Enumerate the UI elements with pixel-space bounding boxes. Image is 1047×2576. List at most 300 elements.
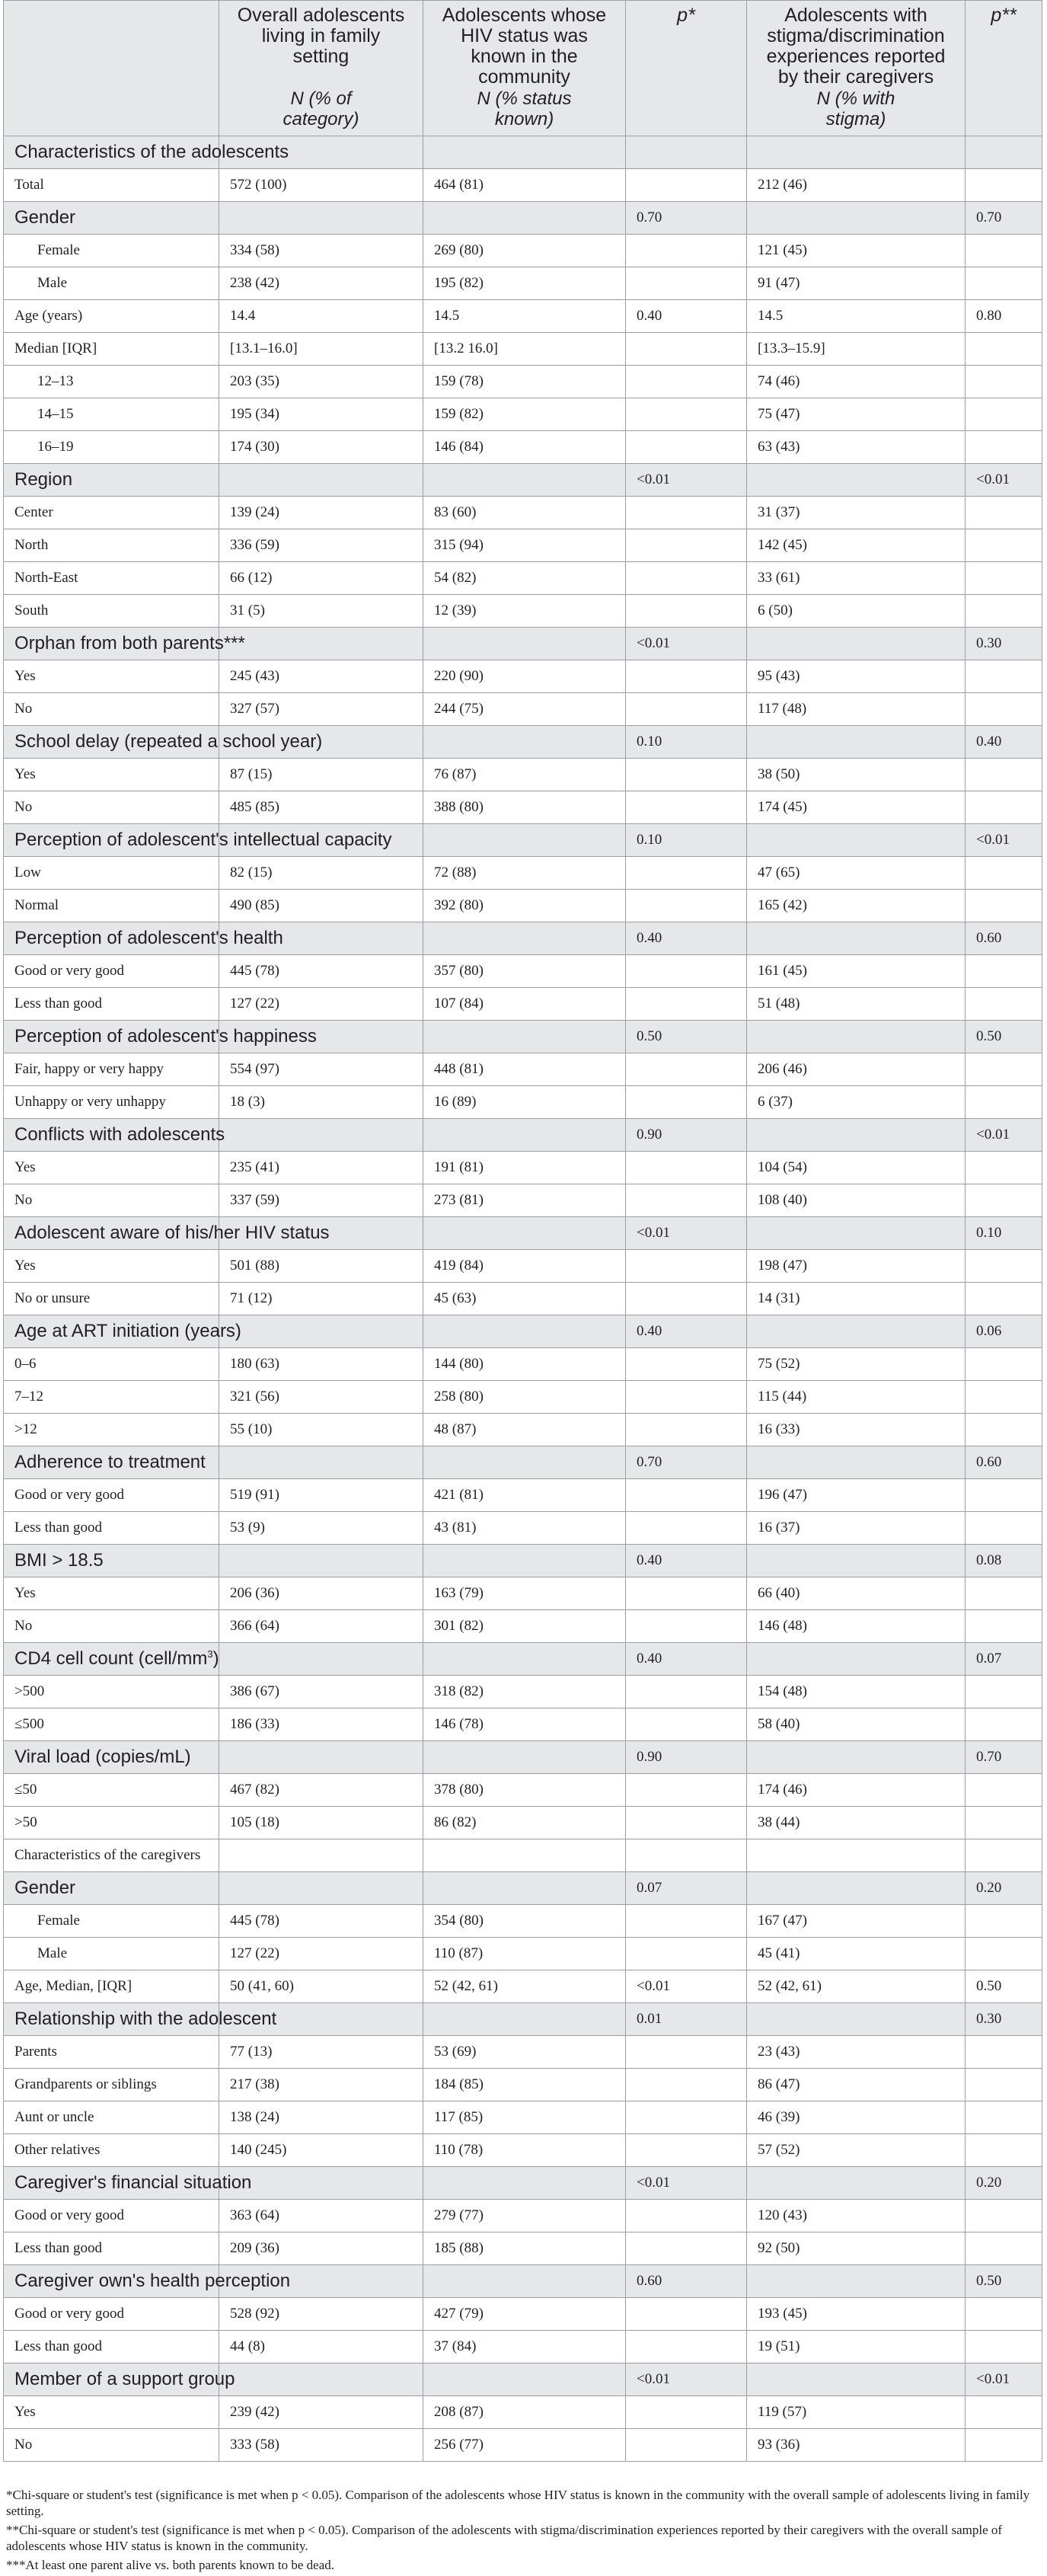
- cell-status-known: 54 (82): [423, 562, 626, 595]
- cell-overall: 53 (9): [219, 1512, 423, 1545]
- cell-overall: [219, 1839, 423, 1872]
- cell-stigma: 31 (37): [747, 497, 966, 529]
- cell-p1: 0.50: [626, 1021, 747, 1053]
- cell-stigma: [747, 1021, 966, 1053]
- row-label: Male: [4, 267, 219, 300]
- cell-p2: [966, 136, 1042, 169]
- table-body: [4, 136, 1042, 2462]
- cell-stigma: 52 (42, 61): [747, 1970, 966, 2003]
- cell-status-known: [423, 1741, 626, 1774]
- cell-stigma: 104 (54): [747, 1152, 966, 1184]
- cell-p1: 0.60: [626, 2265, 747, 2298]
- cell-status-known: 45 (63): [423, 1283, 626, 1315]
- cell-overall: 209 (36): [219, 2232, 423, 2265]
- cell-overall: 217 (38): [219, 2069, 423, 2101]
- footnote-1: *Chi-square or student's test (significance is met when p < 0.05). Comparison of the adolescents whose HIV status is known in the community with the overall sample of adolescents living in family setting.: [6, 2488, 1030, 2518]
- cell-p2: 0.20: [966, 1872, 1042, 1905]
- table-row: [4, 169, 1042, 202]
- section-row: [4, 1545, 1042, 1577]
- section-row: [4, 1315, 1042, 1348]
- cell-p2: [966, 1152, 1042, 1184]
- cell-p1: [626, 890, 747, 922]
- cell-status-known: 12 (39): [423, 595, 626, 628]
- cell-p1: [626, 1512, 747, 1545]
- cell-p2: [966, 1250, 1042, 1283]
- cell-overall: 336 (59): [219, 529, 423, 562]
- cell-p1: [626, 1250, 747, 1283]
- cell-p2: [966, 1774, 1042, 1807]
- table-row: [4, 791, 1042, 824]
- table-row: [4, 1708, 1042, 1741]
- cell-stigma: 196 (47): [747, 1479, 966, 1512]
- cell-p2: 0.30: [966, 628, 1042, 660]
- table-row: [4, 1905, 1042, 1938]
- section-row: [4, 2363, 1042, 2396]
- cell-status-known: 427 (79): [423, 2298, 626, 2331]
- cell-p1: [626, 1283, 747, 1315]
- row-label: 16–19: [4, 431, 219, 464]
- cell-stigma: [13.3–15.9]: [747, 333, 966, 366]
- table-row: [4, 955, 1042, 988]
- cell-p2: [966, 169, 1042, 202]
- cell-p2: [966, 2069, 1042, 2101]
- cell-overall: 140 (245): [219, 2134, 423, 2167]
- section-row: [4, 464, 1042, 497]
- cell-status-known: 256 (77): [423, 2429, 626, 2462]
- cell-overall: 485 (85): [219, 791, 423, 824]
- cell-status-known: 421 (81): [423, 1479, 626, 1512]
- header-col-status-known: Adolescents whose HIV status was known in the community N (% status known): [423, 1, 626, 136]
- row-label: Characteristics of the adolescents: [4, 136, 219, 169]
- row-label: Total: [4, 169, 219, 202]
- cell-p1: [626, 2069, 747, 2101]
- row-label: Orphan from both parents***: [4, 628, 219, 660]
- cell-p1: 0.01: [626, 2003, 747, 2036]
- cell-overall: [219, 1872, 423, 1905]
- cell-p1: [626, 693, 747, 726]
- cell-overall: 321 (56): [219, 1381, 423, 1414]
- cell-p1: [626, 431, 747, 464]
- cell-p2: [966, 2429, 1042, 2462]
- row-label: Age (years): [4, 300, 219, 333]
- cell-p2: [966, 1807, 1042, 1839]
- cell-overall: [219, 1741, 423, 1774]
- row-label: Grandparents or siblings: [4, 2069, 219, 2101]
- cell-p1: [626, 1152, 747, 1184]
- cell-stigma: 45 (41): [747, 1938, 966, 1970]
- cell-p1: [626, 988, 747, 1021]
- cell-status-known: [423, 2363, 626, 2396]
- cell-overall: [219, 1315, 423, 1348]
- table-row: [4, 1053, 1042, 1086]
- section-row: [4, 2003, 1042, 2036]
- table-row: [4, 300, 1042, 333]
- cell-stigma: [747, 1446, 966, 1479]
- cell-p1: [626, 1938, 747, 1970]
- cell-p1: [626, 1479, 747, 1512]
- section-row: [4, 1643, 1042, 1676]
- table-row: [4, 398, 1042, 431]
- cell-status-known: 53 (69): [423, 2036, 626, 2069]
- cell-p1: [626, 1577, 747, 1610]
- cell-status-known: 48 (87): [423, 1414, 626, 1446]
- cell-p2: [966, 955, 1042, 988]
- cell-p2: [966, 1839, 1042, 1872]
- cell-p2: [966, 759, 1042, 791]
- cell-status-known: 419 (84): [423, 1250, 626, 1283]
- cell-p1: [626, 1708, 747, 1741]
- cell-stigma: 33 (61): [747, 562, 966, 595]
- cell-p1: [626, 2396, 747, 2429]
- cell-p1: [626, 529, 747, 562]
- cell-status-known: 72 (88): [423, 857, 626, 890]
- row-label: Low: [4, 857, 219, 890]
- cell-stigma: 161 (45): [747, 955, 966, 988]
- cell-overall: 235 (41): [219, 1152, 423, 1184]
- cell-status-known: 195 (82): [423, 267, 626, 300]
- cell-stigma: [747, 726, 966, 759]
- cell-p1: [626, 1053, 747, 1086]
- cell-overall: [219, 1446, 423, 1479]
- row-label: CD4 cell count $(cell/mm^3)$: [4, 1643, 219, 1676]
- header-col-overall-unit: N (% of category): [282, 88, 359, 129]
- cell-status-known: [423, 922, 626, 955]
- cell-p1: [626, 2232, 747, 2265]
- cell-p1: [626, 1676, 747, 1708]
- header-col-overall: Overall adolescents living in family setting N (% of category): [219, 1, 423, 136]
- cell-stigma: 120 (43): [747, 2200, 966, 2232]
- cell-overall: 366 (64): [219, 1610, 423, 1643]
- cell-stigma: 146 (48): [747, 1610, 966, 1643]
- table-row: [4, 660, 1042, 693]
- cell-stigma: 115 (44): [747, 1381, 966, 1414]
- cell-stigma: 14 (31): [747, 1283, 966, 1315]
- cell-p2: [966, 1512, 1042, 1545]
- table-row: [4, 2298, 1042, 2331]
- cell-p1: [626, 398, 747, 431]
- header-row: [4, 1, 1042, 136]
- cell-p1: 0.07: [626, 1872, 747, 1905]
- table-row: [4, 2134, 1042, 2167]
- cell-p2: [966, 1381, 1042, 1414]
- cell-status-known: 86 (82): [423, 1807, 626, 1839]
- cell-stigma: 167 (47): [747, 1905, 966, 1938]
- row-label: Yes: [4, 1152, 219, 1184]
- cell-p1: [626, 333, 747, 366]
- header-col-label: [4, 1, 219, 136]
- row-label: Less than good: [4, 988, 219, 1021]
- cell-stigma: [747, 1217, 966, 1250]
- table-row: [4, 1512, 1042, 1545]
- row-label: Male: [4, 1938, 219, 1970]
- row-label: No: [4, 1610, 219, 1643]
- row-label: Good or very good: [4, 2298, 219, 2331]
- cell-p1: 0.90: [626, 1119, 747, 1152]
- table-row: [4, 2232, 1042, 2265]
- row-label: School delay (repeated a school year): [4, 726, 219, 759]
- row-label: Good or very good: [4, 1479, 219, 1512]
- cell-stigma: 51 (48): [747, 988, 966, 1021]
- row-label: Yes: [4, 759, 219, 791]
- cell-overall: [219, 1643, 423, 1676]
- cell-p2: 0.60: [966, 922, 1042, 955]
- cell-p1: 0.70: [626, 1446, 747, 1479]
- table-row: [4, 759, 1042, 791]
- cell-status-known: 378 (80): [423, 1774, 626, 1807]
- cell-p2: [966, 1348, 1042, 1381]
- cell-p1: <0.01: [626, 2167, 747, 2200]
- cell-p2: 0.30: [966, 2003, 1042, 2036]
- table-row: [4, 988, 1042, 1021]
- cell-p1: [626, 955, 747, 988]
- cell-status-known: 83 (60): [423, 497, 626, 529]
- cell-status-known: 107 (84): [423, 988, 626, 1021]
- section-row: [4, 136, 1042, 169]
- cell-status-known: 191 (81): [423, 1152, 626, 1184]
- table-container: [3, 0, 1042, 2462]
- row-label: Relationship with the adolescent: [4, 2003, 219, 2036]
- row-label: Yes: [4, 2396, 219, 2429]
- cell-status-known: [423, 202, 626, 235]
- cell-status-known: [423, 464, 626, 497]
- cell-p2: [966, 2396, 1042, 2429]
- cell-status-known: [423, 1545, 626, 1577]
- cell-p2: [966, 988, 1042, 1021]
- header-col-p2: p**: [966, 1, 1042, 136]
- section-row: [4, 628, 1042, 660]
- cell-stigma: 92 (50): [747, 2232, 966, 2265]
- cell-stigma: [747, 464, 966, 497]
- cell-overall: [13.1–16.0]: [219, 333, 423, 366]
- cell-p2: 0.07: [966, 1643, 1042, 1676]
- cell-p1: [626, 1610, 747, 1643]
- cell-overall: [219, 464, 423, 497]
- cell-overall: [219, 1119, 423, 1152]
- cell-p1: [626, 136, 747, 169]
- table-row: [4, 1184, 1042, 1217]
- table-row: [4, 1610, 1042, 1643]
- row-label: North: [4, 529, 219, 562]
- row-label: No: [4, 693, 219, 726]
- section-row: [4, 1872, 1042, 1905]
- cell-stigma: 6 (50): [747, 595, 966, 628]
- cell-p1: [626, 1184, 747, 1217]
- cell-p1: [626, 791, 747, 824]
- cell-status-known: 37 (84): [423, 2331, 626, 2363]
- cell-status-known: [423, 136, 626, 169]
- cell-overall: [219, 1545, 423, 1577]
- table-row: [4, 595, 1042, 628]
- cell-p2: [966, 497, 1042, 529]
- row-label: ≤500: [4, 1708, 219, 1741]
- cell-overall: 467 (82): [219, 1774, 423, 1807]
- cell-status-known: [423, 1021, 626, 1053]
- table-row: [4, 366, 1042, 398]
- row-label: Conflicts with adolescents: [4, 1119, 219, 1152]
- table-row: [4, 1283, 1042, 1315]
- cell-p1: <0.01: [626, 628, 747, 660]
- cell-stigma: [747, 2265, 966, 2298]
- cell-overall: 245 (43): [219, 660, 423, 693]
- cell-status-known: [423, 2265, 626, 2298]
- cell-overall: 554 (97): [219, 1053, 423, 1086]
- cell-overall: [219, 202, 423, 235]
- cell-stigma: 23 (43): [747, 2036, 966, 2069]
- section-row: [4, 1839, 1042, 1872]
- cell-overall: 31 (5): [219, 595, 423, 628]
- cell-p2: <0.01: [966, 824, 1042, 857]
- section-row: [4, 2167, 1042, 2200]
- header-col-p1: p*: [626, 1, 747, 136]
- cell-stigma: [747, 1545, 966, 1577]
- cell-overall: 44 (8): [219, 2331, 423, 2363]
- table-row: [4, 2069, 1042, 2101]
- row-label: Yes: [4, 1250, 219, 1283]
- cell-status-known: 208 (87): [423, 2396, 626, 2429]
- cell-overall: 66 (12): [219, 562, 423, 595]
- cell-stigma: [747, 1839, 966, 1872]
- cell-p2: [966, 529, 1042, 562]
- row-label: No: [4, 791, 219, 824]
- cell-p2: <0.01: [966, 1119, 1042, 1152]
- cell-p1: [626, 1807, 747, 1839]
- cell-overall: 572 (100): [219, 169, 423, 202]
- cell-stigma: 95 (43): [747, 660, 966, 693]
- cell-p2: 0.20: [966, 2167, 1042, 2200]
- cell-status-known: 315 (94): [423, 529, 626, 562]
- row-label: BMI > 18.5: [4, 1545, 219, 1577]
- cell-p2: 0.40: [966, 726, 1042, 759]
- cell-p1: 0.10: [626, 726, 747, 759]
- cell-stigma: [747, 824, 966, 857]
- cell-overall: 337 (59): [219, 1184, 423, 1217]
- cell-p1: [626, 1905, 747, 1938]
- row-label: 12–13: [4, 366, 219, 398]
- cell-stigma: [747, 1119, 966, 1152]
- cell-p2: [966, 1938, 1042, 1970]
- row-label: Aunt or uncle: [4, 2101, 219, 2134]
- row-label: Less than good: [4, 2331, 219, 2363]
- cell-stigma: 75 (52): [747, 1348, 966, 1381]
- cell-stigma: [747, 2003, 966, 2036]
- cell-overall: 206 (36): [219, 1577, 423, 1610]
- cell-p2: [966, 562, 1042, 595]
- cell-stigma: 58 (40): [747, 1708, 966, 1741]
- table-row: [4, 1938, 1042, 1970]
- row-label: No: [4, 2429, 219, 2462]
- cell-p2: [966, 791, 1042, 824]
- cell-p1: [626, 267, 747, 300]
- section-row: [4, 1119, 1042, 1152]
- cell-overall: 363 (64): [219, 2200, 423, 2232]
- row-label: North-East: [4, 562, 219, 595]
- cell-p1: [626, 2429, 747, 2462]
- table-row: [4, 1807, 1042, 1839]
- cell-p2: [966, 2101, 1042, 2134]
- table-row: [4, 1250, 1042, 1283]
- row-label: Other relatives: [4, 2134, 219, 2167]
- cell-stigma: 75 (47): [747, 398, 966, 431]
- table-row: [4, 2396, 1042, 2429]
- cell-status-known: 392 (80): [423, 890, 626, 922]
- footnotes: [6, 2487, 1038, 2576]
- cell-p2: [966, 890, 1042, 922]
- row-label: Caregiver's financial situation: [4, 2167, 219, 2200]
- cell-status-known: 146 (84): [423, 431, 626, 464]
- cell-status-known: [423, 824, 626, 857]
- cell-stigma: 47 (65): [747, 857, 966, 890]
- cell-p1: [626, 1381, 747, 1414]
- row-label: Age at ART initiation (years): [4, 1315, 219, 1348]
- cell-stigma: [747, 136, 966, 169]
- cell-p2: [966, 1610, 1042, 1643]
- cell-overall: 386 (67): [219, 1676, 423, 1708]
- row-label: Unhappy or very unhappy: [4, 1086, 219, 1119]
- cell-status-known: 448 (81): [423, 1053, 626, 1086]
- cell-p1: [626, 2101, 747, 2134]
- cell-p2: [966, 857, 1042, 890]
- row-label: Less than good: [4, 2232, 219, 2265]
- cell-stigma: 117 (48): [747, 693, 966, 726]
- row-label: No: [4, 1184, 219, 1217]
- row-label: Characteristics of the caregivers: [4, 1839, 219, 1872]
- cell-stigma: 63 (43): [747, 431, 966, 464]
- cell-p1: [626, 1348, 747, 1381]
- cell-status-known: 244 (75): [423, 693, 626, 726]
- cell-overall: 239 (42): [219, 2396, 423, 2429]
- cell-stigma: 57 (52): [747, 2134, 966, 2167]
- cell-p1: <0.01: [626, 1217, 747, 1250]
- section-row: [4, 922, 1042, 955]
- table-row: [4, 2331, 1042, 2363]
- cell-stigma: [747, 1643, 966, 1676]
- row-label: Good or very good: [4, 2200, 219, 2232]
- cell-overall: 203 (35): [219, 366, 423, 398]
- cell-p1: [626, 857, 747, 890]
- cell-overall: 490 (85): [219, 890, 423, 922]
- table-row: [4, 1577, 1042, 1610]
- cell-p2: [966, 431, 1042, 464]
- table-row: [4, 497, 1042, 529]
- cell-status-known: 301 (82): [423, 1610, 626, 1643]
- cell-stigma: 74 (46): [747, 366, 966, 398]
- cell-stigma: 198 (47): [747, 1250, 966, 1283]
- header-col-stigma: Adolescents with stigma/discrimination experiences reported by their caregivers N (% with stigma): [747, 1, 966, 136]
- header-col-stigma-unit: N (% with stigma): [816, 88, 895, 129]
- cell-p1: [626, 235, 747, 267]
- table-row: [4, 1414, 1042, 1446]
- table-row: [4, 1676, 1042, 1708]
- cell-stigma: [747, 628, 966, 660]
- row-label: Less than good: [4, 1512, 219, 1545]
- row-label: 14–15: [4, 398, 219, 431]
- cell-overall: 50 (41, 60): [219, 1970, 423, 2003]
- cell-p2: 0.70: [966, 202, 1042, 235]
- table-row: [4, 2036, 1042, 2069]
- row-label: South: [4, 595, 219, 628]
- row-label: Yes: [4, 660, 219, 693]
- row-label: >12: [4, 1414, 219, 1446]
- row-label: Gender: [4, 1872, 219, 1905]
- cell-status-known: 273 (81): [423, 1184, 626, 1217]
- cell-p2: 0.50: [966, 1970, 1042, 2003]
- cell-status-known: [423, 1315, 626, 1348]
- table-row: [4, 333, 1042, 366]
- cell-stigma: 38 (44): [747, 1807, 966, 1839]
- cell-p2: 0.80: [966, 300, 1042, 333]
- cell-p2: 0.50: [966, 2265, 1042, 2298]
- section-row: [4, 726, 1042, 759]
